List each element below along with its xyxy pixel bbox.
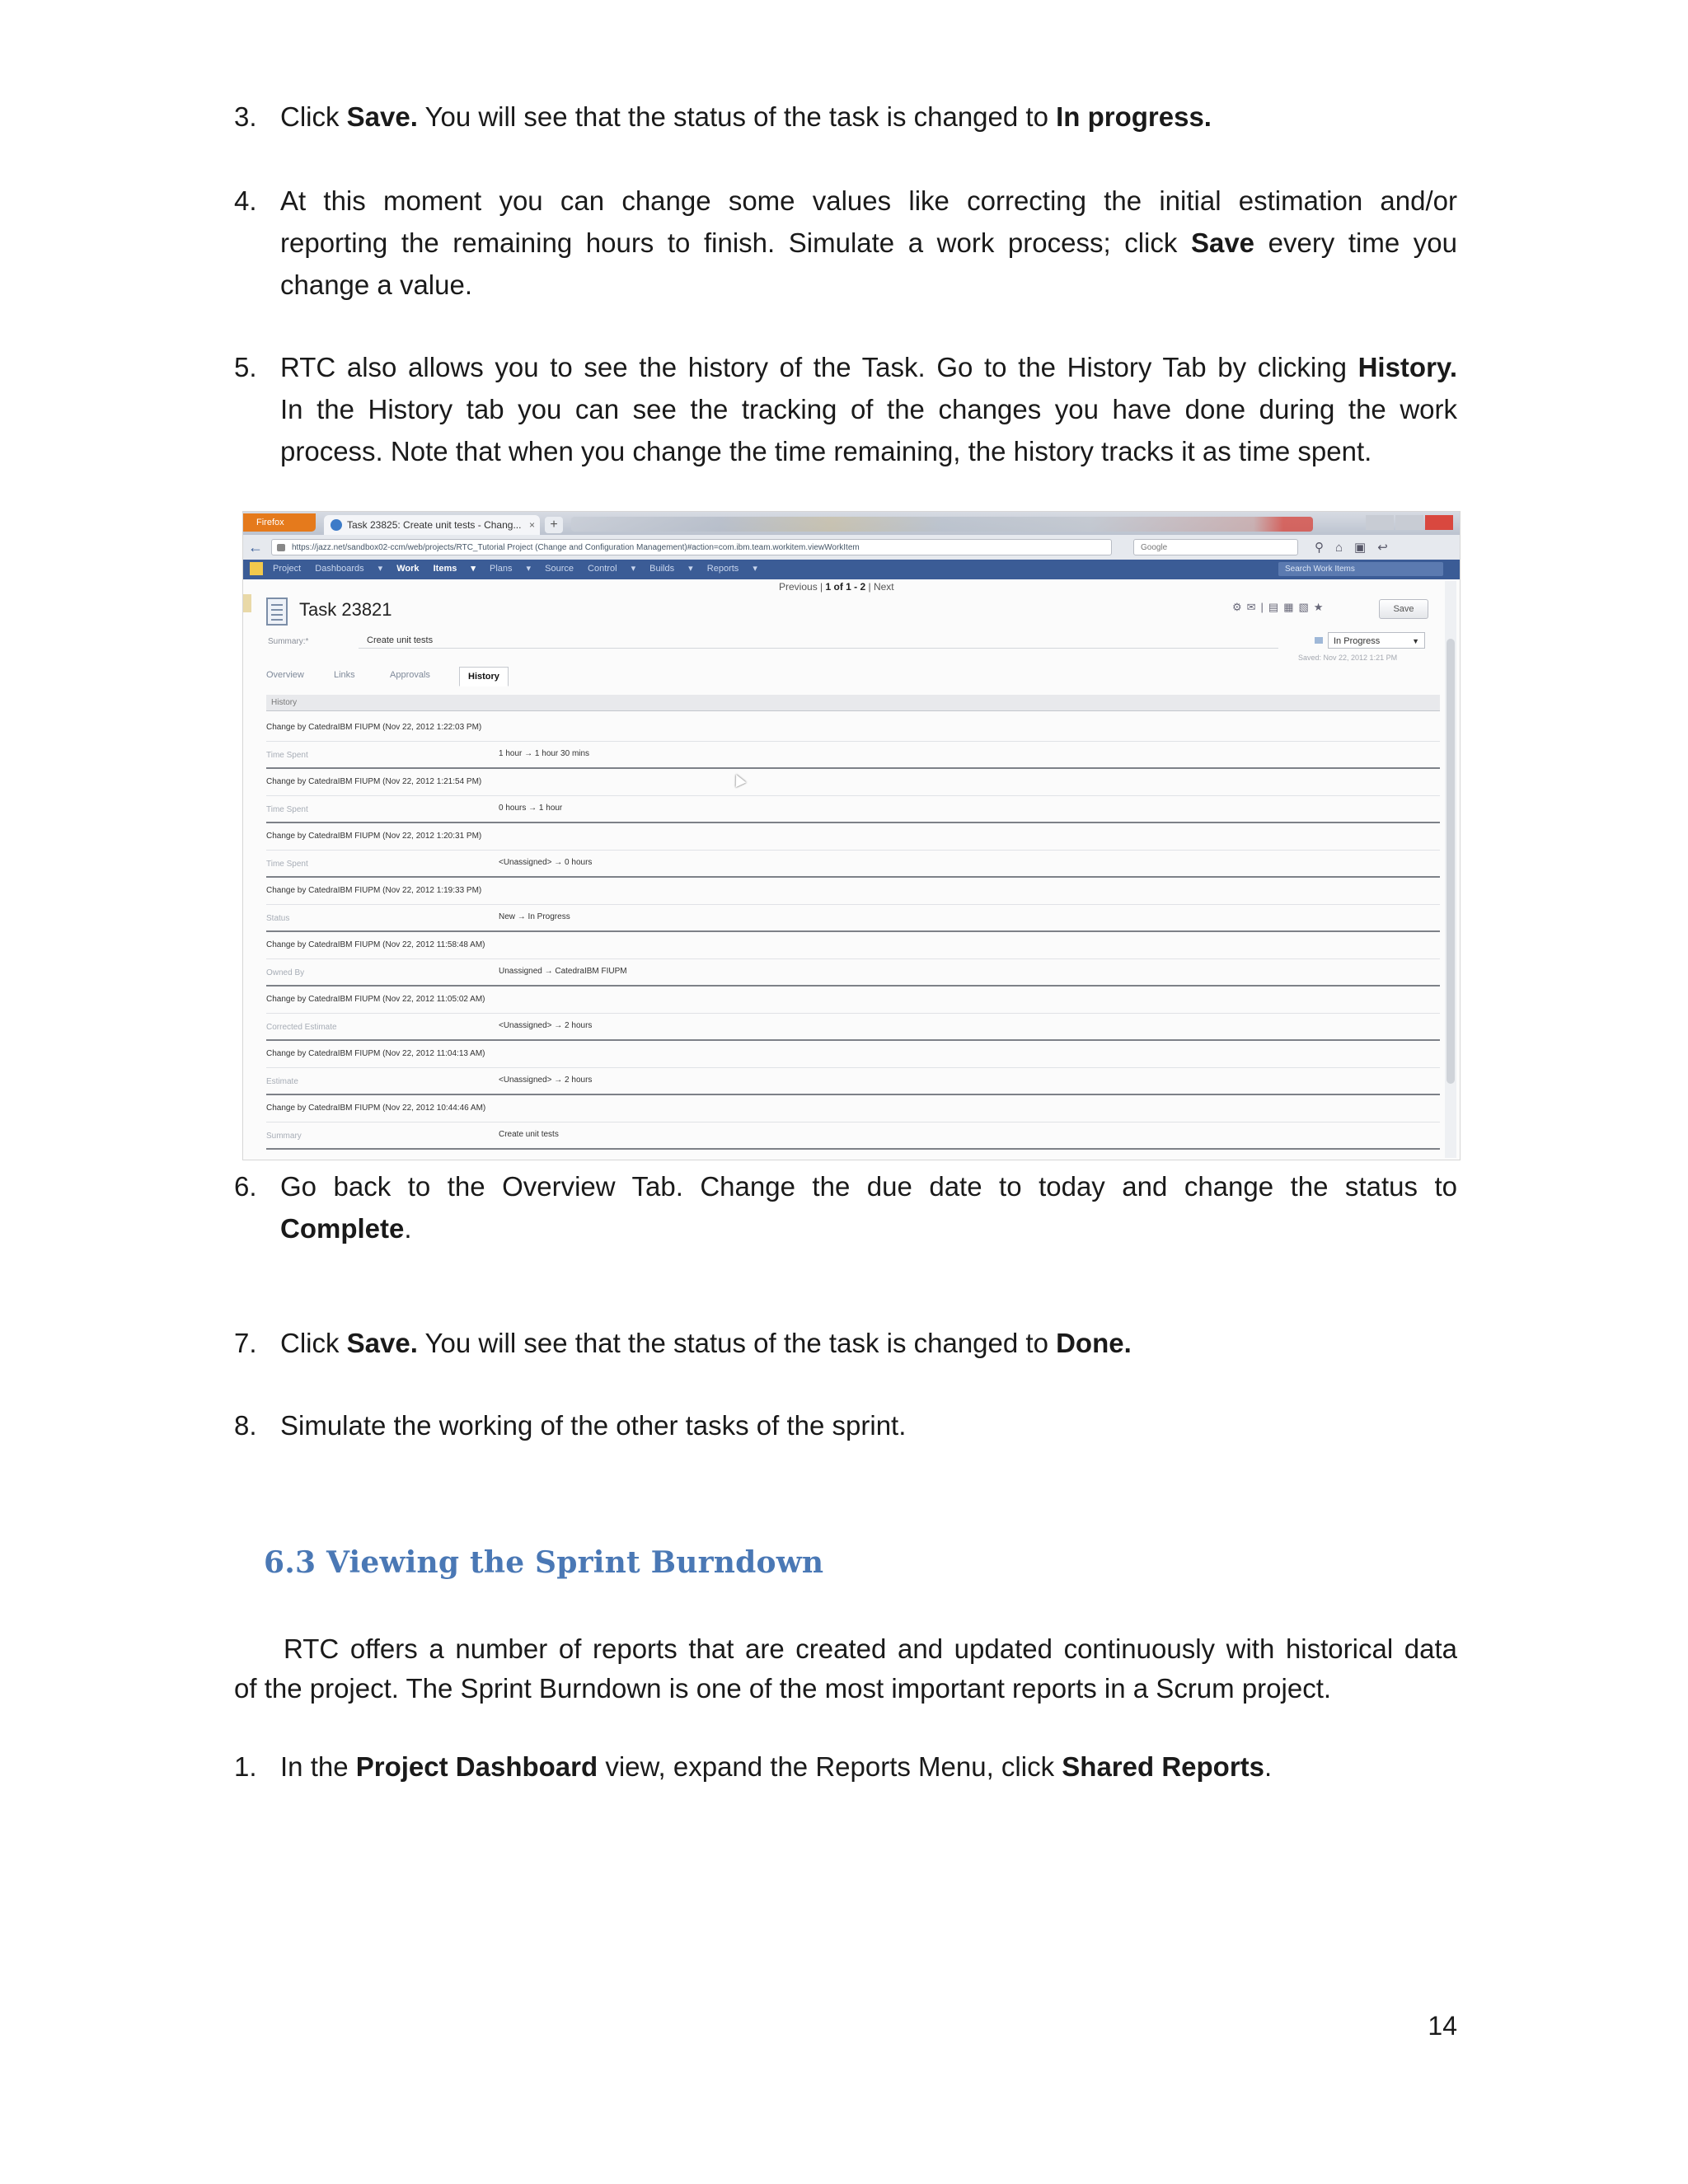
- address-field[interactable]: [271, 539, 1112, 555]
- history-change-author: Change by CatedraIBM FIUPM (Nov 22, 2012 10:44:46 AM): [266, 1104, 486, 1113]
- history-rule: [266, 1039, 1440, 1041]
- step-line: change a value.: [280, 269, 473, 300]
- pager-prev[interactable]: Previous: [779, 581, 818, 593]
- browser-tab-bar: [243, 512, 1460, 535]
- toolbar-action-icons[interactable]: ⚙✉|▤▦▧★: [1232, 601, 1329, 613]
- step-number: 7.: [234, 1328, 257, 1358]
- history-change-author: Change by CatedraIBM FIUPM (Nov 22, 2012 11:05:02 AM): [266, 995, 485, 1004]
- minimize-icon[interactable]: [1366, 515, 1394, 530]
- step-4: [234, 180, 1458, 306]
- left-strip: [243, 594, 251, 612]
- history-change-author: Change by CatedraIBM FIUPM (Nov 22, 2012 1:22:03 PM): [266, 723, 482, 732]
- step-line: Go back to the Overview Tab. Change the due date to today and change the status to: [280, 1171, 1457, 1202]
- history-change-author: Change by CatedraIBM FIUPM (Nov 22, 2012 1:20:31 PM): [266, 832, 482, 841]
- history-divider: [266, 741, 1440, 742]
- history-change-author: Change by CatedraIBM FIUPM (Nov 22, 2012 1:21:54 PM): [266, 777, 482, 786]
- saved-note: Saved: Nov 22, 2012 1:21 PM: [1298, 654, 1398, 662]
- url-bar: [243, 535, 1460, 560]
- history-rule: [266, 930, 1440, 932]
- scrollbar[interactable]: [1445, 581, 1456, 1158]
- history-field-value: 0 hours → 1 hour: [499, 804, 563, 813]
- history-rule: [266, 985, 1440, 987]
- step-line: In the History tab you can see the tracking of the changes you have done during the work: [280, 394, 1457, 424]
- rtc-history-screenshot: [242, 511, 1461, 1160]
- history-field-value: New → In Progress: [499, 912, 570, 921]
- task-title: Task 23821: [299, 599, 392, 620]
- history-field-name: Time Spent: [266, 860, 308, 869]
- summary-input[interactable]: Create unit tests: [359, 632, 1278, 649]
- step-line: Click Save. You will see that the status of the task is changed to In progress.: [280, 101, 1212, 132]
- nav-menu-item[interactable]: Reports ▾: [706, 564, 757, 574]
- tab-close-icon[interactable]: ×: [528, 519, 535, 531]
- step-line: At this moment you can change some values like correcting the initial estimation and/or: [280, 185, 1457, 216]
- paragraph-line-2: of the project. The Sprint Burndown is one of the most important reports in a Scrum project.: [234, 1673, 1332, 1704]
- step-3: [234, 96, 1457, 138]
- step-6: [234, 1165, 1457, 1249]
- section-paragraph: [234, 1629, 1457, 1708]
- history-field-name: Estimate: [266, 1077, 298, 1086]
- history-rule: [266, 822, 1440, 823]
- address-text: https://jazz.net/sandbox02-ccm/web/projects/RTC_Tutorial Project (Change and Configuration Management)#action=com.ibm.team.workitem.viewWorkItem: [292, 543, 860, 552]
- lock-icon: [277, 544, 285, 551]
- step-1-reports: [234, 1746, 1457, 1788]
- tab-title: Task 23825: Create unit tests - Chang...: [347, 519, 522, 531]
- step-line: reporting the remaining hours to finish. Simulate a work process; click Save every time you: [280, 227, 1458, 258]
- history-divider: [266, 795, 1440, 796]
- history-field-value: <Unassigned> → 2 hours: [499, 1021, 593, 1030]
- window-controls[interactable]: [1364, 515, 1456, 530]
- step-number: 8.: [234, 1410, 257, 1441]
- history-change-author: Change by CatedraIBM FIUPM (Nov 22, 2012 11:04:13 AM): [266, 1049, 485, 1058]
- step-line: RTC also allows you to see the history of the Task. Go to the History Tab by clicking History.: [280, 352, 1457, 382]
- step-5: [234, 346, 1457, 472]
- history-rule: [266, 767, 1440, 769]
- summary-label: Summary:*: [268, 637, 309, 646]
- history-divider: [266, 1067, 1440, 1068]
- chevron-down-icon: ▼: [1412, 637, 1419, 645]
- step-line: In the Project Dashboard view, expand the Reports Menu, click Shared Reports.: [280, 1751, 1273, 1782]
- step-number: 6.: [234, 1171, 257, 1202]
- section-heading: 6.3 Viewing the Sprint Burndown: [264, 1545, 824, 1580]
- page-number: 14: [1428, 2011, 1457, 2041]
- history-field-value: Create unit tests: [499, 1130, 559, 1139]
- save-button[interactable]: Save: [1379, 599, 1428, 619]
- nav-menu-item[interactable]: Project Dashboards ▾: [273, 564, 383, 574]
- history-change-author: Change by CatedraIBM FIUPM (Nov 22, 2012 11:58:48 AM): [266, 940, 485, 949]
- step-number: 4.: [234, 185, 257, 216]
- new-tab-button[interactable]: +: [545, 517, 563, 533]
- history-field-name: Time Spent: [266, 751, 308, 760]
- history-field-value: 1 hour → 1 hour 30 mins: [499, 749, 590, 758]
- tab-overview[interactable]: Overview: [266, 670, 304, 680]
- close-icon[interactable]: [1425, 515, 1453, 530]
- step-line: Simulate the working of the other tasks of the sprint.: [280, 1410, 907, 1441]
- history-field-name: Corrected Estimate: [266, 1023, 337, 1032]
- pager-next[interactable]: Next: [873, 581, 894, 593]
- work-item-search[interactable]: Search Work Items: [1278, 562, 1443, 576]
- browser-tab[interactable]: [324, 515, 540, 535]
- nav-menu-item[interactable]: Source Control ▾: [545, 564, 636, 574]
- history-change-author: Change by CatedraIBM FIUPM (Nov 22, 2012 1:19:33 PM): [266, 886, 482, 895]
- scrollbar-thumb[interactable]: [1447, 639, 1455, 1084]
- history-rule: [266, 1094, 1440, 1095]
- history-field-name: Summary: [266, 1132, 302, 1141]
- nav-menu-item[interactable]: Builds ▾: [649, 564, 693, 574]
- step-number: 5.: [234, 352, 257, 382]
- tab-approvals[interactable]: Approvals: [390, 670, 430, 680]
- history-entry: [266, 718, 1440, 772]
- history-entry: [266, 827, 1440, 881]
- status-value: In Progress: [1334, 636, 1381, 646]
- tab-links[interactable]: Links: [334, 670, 355, 680]
- browser-toolbar-icons[interactable]: ⚲⌂▣↩: [1315, 541, 1400, 555]
- history-field-name: Owned By: [266, 968, 305, 977]
- history-field-value: <Unassigned> → 2 hours: [499, 1076, 593, 1085]
- step-line: Complete.: [280, 1213, 412, 1244]
- history-divider: [266, 1013, 1440, 1014]
- history-divider: [266, 958, 1440, 959]
- history-rule: [266, 1148, 1440, 1150]
- home-icon[interactable]: [250, 562, 263, 575]
- tab-history[interactable]: History: [459, 667, 509, 687]
- step-number: 1.: [234, 1751, 257, 1782]
- task-icon: [266, 598, 288, 626]
- history-entry: [266, 1044, 1440, 1099]
- status-icon: [1315, 637, 1323, 644]
- step-line: Click Save. You will see that the status of the task is changed to Done.: [280, 1328, 1132, 1358]
- history-field-name: Status: [266, 914, 290, 923]
- history-field-value: <Unassigned> → 0 hours: [499, 858, 593, 867]
- history-entry: [266, 881, 1440, 935]
- back-arrow-icon[interactable]: ←: [248, 539, 263, 555]
- browser-search-field[interactable]: Google: [1133, 539, 1298, 555]
- history-section-header: History: [266, 695, 1440, 711]
- history-divider: [266, 850, 1440, 851]
- history-entry: [266, 935, 1440, 990]
- history-entry: [266, 772, 1440, 827]
- status-select[interactable]: [1328, 632, 1425, 649]
- nav-menu-item[interactable]: Work Items ▾: [396, 564, 476, 574]
- blurred-tabs: [571, 517, 1313, 532]
- pager[interactable]: Previous | 1 of 1 - 2 | Next: [779, 581, 894, 593]
- app-nav-bar: [243, 560, 1460, 579]
- paragraph-line-1: RTC offers a number of reports that are created and updated continuously with historical data: [284, 1633, 1457, 1664]
- history-entry: [266, 990, 1440, 1044]
- history-divider: [266, 904, 1440, 905]
- history-list: [266, 718, 1440, 1153]
- maximize-icon[interactable]: [1395, 515, 1423, 530]
- pager-range: 1 of 1 - 2: [825, 581, 866, 593]
- step-7: [234, 1322, 1457, 1364]
- step-8: [234, 1404, 1457, 1446]
- nav-menu-item[interactable]: Plans ▾: [489, 564, 532, 574]
- step-number: 3.: [234, 101, 257, 132]
- nav-menus[interactable]: [273, 563, 757, 574]
- jazz-favicon-icon: [331, 519, 342, 531]
- history-field-name: Time Spent: [266, 805, 308, 814]
- history-field-value: Unassigned → CatedraIBM FIUPM: [499, 967, 627, 976]
- history-rule: [266, 876, 1440, 878]
- history-entry: [266, 1099, 1440, 1153]
- step-line: process. Note that when you change the time remaining, the history tracks it as time spent.: [280, 436, 1372, 466]
- firefox-menu-button[interactable]: Firefox: [243, 513, 316, 532]
